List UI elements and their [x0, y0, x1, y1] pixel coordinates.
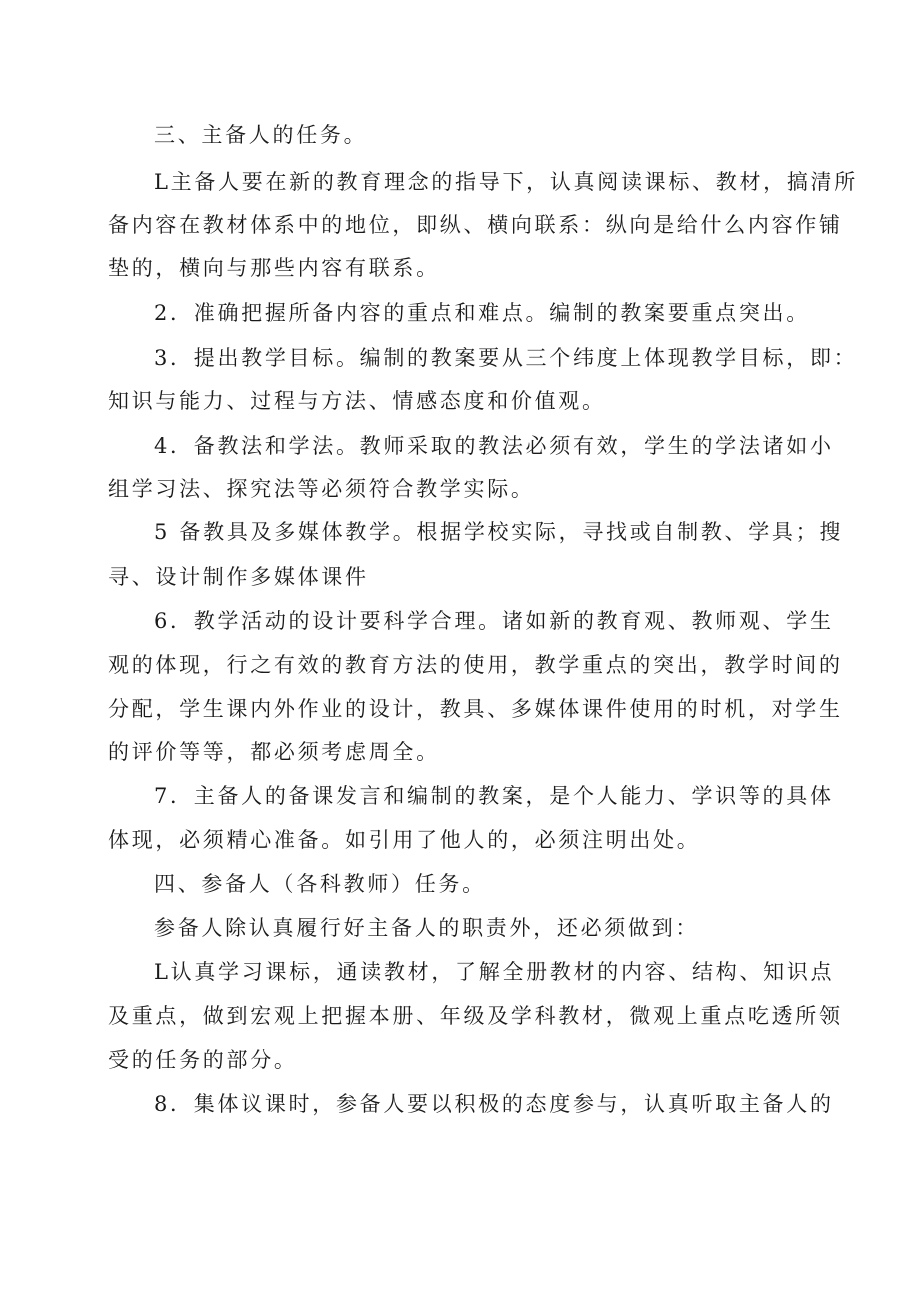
- section-heading-3: 三、主备人的任务。: [154, 123, 368, 147]
- paragraph-line: L主备人要在新的教育理念的指导下，认真阅读课标、教材，搞清所: [154, 170, 858, 194]
- paragraph-line: 的评价等等，都必须考虑周全。: [108, 740, 440, 764]
- paragraph-line: 观的体现，行之有效的教育方法的使用，教学重点的突出，教学时间的: [108, 653, 843, 677]
- paragraph-line: 6．教学活动的设计要科学合理。诸如新的教育观、教师观、学生: [154, 609, 834, 633]
- paragraph-line: 组学习法、探究法等必须符合教学实际。: [108, 477, 535, 501]
- paragraph-line: 垫的，横向与那些内容有联系。: [108, 256, 440, 280]
- paragraph-line: 知识与能力、过程与方法、情感态度和价值观。: [108, 389, 606, 413]
- paragraph-line: 受的任务的部分。: [108, 1048, 298, 1072]
- paragraph-line: 2．准确把握所备内容的重点和难点。编制的教案要重点突出。: [154, 301, 810, 325]
- paragraph-line: 7．主备人的备课发言和编制的教案，是个人能力、学识等的具体: [154, 784, 834, 808]
- paragraph-line: 体现，必须精心准备。如引用了他人的，必须注明出处。: [108, 828, 701, 852]
- paragraph-line: 3．提出教学目标。编制的教案要从三个纬度上体现教学目标，即：: [154, 346, 858, 370]
- paragraph-line: 5 备教具及多媒体教学。根据学校实际，寻找或自制教、学具；搜: [154, 520, 844, 544]
- section-heading-4: 四、参备人（各科教师）任务。: [154, 872, 486, 896]
- paragraph-line: 分配，学生课内外作业的设计，教具、多媒体课件使用的时机，对学生: [108, 697, 843, 721]
- paragraph-line: L认真学习课标，通读教材，了解全册教材的内容、结构、知识点: [154, 960, 835, 984]
- paragraph-line: 4．备教法和学法。教师采取的教法必须有效，学生的学法诸如小: [154, 434, 834, 458]
- paragraph-line: 寻、设计制作多媒体课件: [108, 565, 369, 589]
- paragraph-line: 参备人除认真履行好主备人的职责外，还必须做到：: [154, 916, 700, 940]
- paragraph-line: 及重点，做到宏观上把握本册、年级及学科教材，微观上重点吃透所领: [108, 1004, 843, 1028]
- paragraph-line: 8．集体议课时，参备人要以积极的态度参与，认真听取主备人的: [154, 1092, 834, 1116]
- paragraph-line: 备内容在教材体系中的地位，即纵、横向联系：纵向是给什么内容作铺: [108, 213, 843, 237]
